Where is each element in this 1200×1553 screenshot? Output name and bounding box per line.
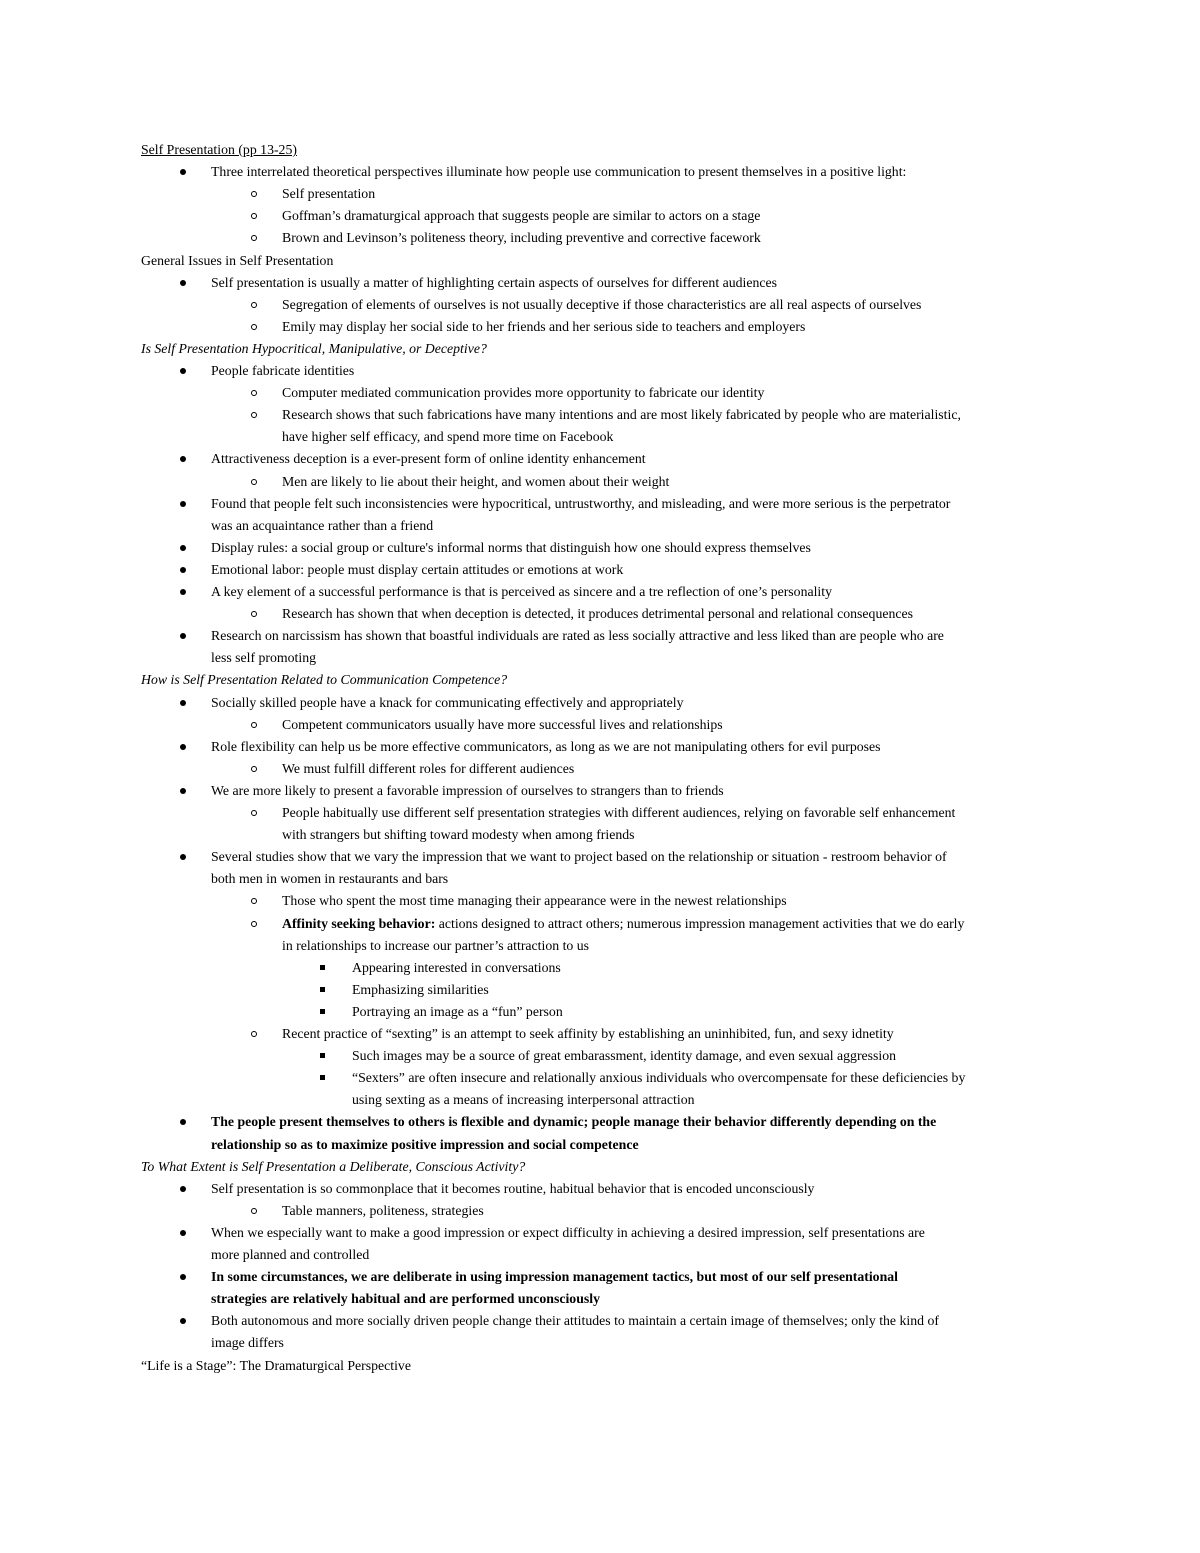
bullet-dot: [180, 700, 186, 706]
bullet-dot: [180, 788, 186, 794]
section-heading: General Issues in Self Presentation: [141, 252, 334, 268]
section-heading: “Life is a Stage”: The Dramaturgical Perspective: [141, 1357, 411, 1373]
outline-line: strategies are relatively habitual and are performed unconsciously: [211, 1291, 600, 1307]
bullet-circle: [251, 810, 257, 816]
bullet-dot: [180, 1230, 186, 1236]
outline-line: People habitually use different self presentation strategies with different audiences, relying on favorable self enhancement: [282, 805, 956, 820]
bullet-circle: [251, 1208, 257, 1214]
bullet-circle: [251, 766, 257, 772]
bullet-dot: [180, 456, 186, 462]
outline-line: Men are likely to lie about their height, and women about their weight: [282, 473, 670, 489]
outline-line: was an acquaintance rather than a friend: [211, 517, 434, 533]
outline-line: We are more likely to present a favorable impression of ourselves to strangers than to friends: [211, 782, 724, 798]
outline-line: both men in women in restaurants and bars: [211, 871, 449, 887]
bullet-square: [320, 1009, 325, 1014]
outline-line: Self presentation is so commonplace that it becomes routine, habitual behavior that is encoded unconsciously: [211, 1180, 815, 1196]
outline-line: Appearing interested in conversations: [352, 959, 561, 975]
outline-line: with strangers but shifting toward modesty when among friends: [282, 827, 635, 843]
bullet-circle: [251, 390, 257, 396]
outline-line: Competent communicators usually have more successful lives and relationships: [282, 716, 723, 732]
outline-line: Computer mediated communication provides more opportunity to fabricate our identity: [282, 385, 765, 401]
bullet-square: [320, 1053, 325, 1058]
outline-line: Several studies show that we vary the impression that we want to project based on the relationship or situation - restroom behavior of: [211, 849, 947, 865]
outline-line: in relationships to increase our partner’s attraction to us: [282, 937, 590, 953]
outline-line: In some circumstances, we are deliberate in using impression management tactics, but most of our self presentational: [211, 1269, 898, 1285]
section-heading: Is Self Presentation Hypocritical, Manipulative, or Deceptive?: [141, 340, 487, 356]
outline-line: Display rules: a social group or culture's informal norms that distinguish how one should express themselves: [211, 539, 811, 555]
bullet-circle: [251, 1031, 257, 1037]
bullet-circle: [251, 479, 257, 485]
outline-line: image differs: [211, 1335, 284, 1351]
outline-line: [282, 915, 964, 933]
outline-line: have higher self efficacy, and spend more time on Facebook: [282, 429, 614, 445]
bullet-circle: [251, 324, 257, 330]
outline-line: Research has shown that when deception is detected, it produces detrimental personal and relational consequences: [282, 606, 913, 622]
outline-line: Emphasizing similarities: [352, 981, 489, 997]
outline-line: Self presentation is usually a matter of highlighting certain aspects of ourselves for different audiences: [211, 274, 778, 290]
bullet-circle: [251, 213, 257, 219]
bullet-dot: [180, 633, 186, 639]
outline-line: Both autonomous and more socially driven people change their attitudes to maintain a certain image of themselves; only the kind of: [211, 1313, 939, 1329]
bullet-circle: [251, 191, 257, 197]
outline-line: Emily may display her social side to her friends and her serious side to teachers and employers: [282, 318, 806, 334]
bullet-dot: [180, 1119, 186, 1125]
bullet-dot: [180, 545, 186, 551]
outline-line: We must fulfill different roles for different audiences: [282, 760, 575, 776]
outline-line: Brown and Levinson’s politeness theory, including preventive and corrective facework: [282, 230, 761, 246]
outline-line: “Sexters” are often insecure and relationally anxious individuals who overcompensate for these deficiencies by: [352, 1070, 966, 1086]
outline-line: Attractiveness deception is a ever-present form of online identity enhancement: [211, 451, 646, 467]
outline-line: Socially skilled people have a knack for communicating effectively and appropriately: [211, 694, 684, 710]
bullet-dot: [180, 501, 186, 507]
section-heading: Self Presentation (pp 13-25): [141, 142, 297, 157]
outline-line: less self promoting: [211, 650, 316, 666]
bullet-circle: [251, 722, 257, 728]
outline-line: using sexting as a means of increasing interpersonal attraction: [352, 1092, 695, 1108]
bullet-dot: [180, 169, 186, 175]
outline-line: Those who spent the most time managing their appearance were in the newest relationships: [282, 893, 787, 909]
bullet-square: [320, 987, 325, 992]
bullet-dot: [180, 854, 186, 860]
outline-line: Portraying an image as a “fun” person: [352, 1003, 563, 1019]
outline-line: Research shows that such fabrications have many intentions and are most likely fabricated by people who are materialistic,: [282, 407, 961, 423]
bullet-circle: [251, 921, 257, 927]
outline-line: Three interrelated theoretical perspectives illuminate how people use communication to present themselves in a positive light:: [211, 164, 907, 180]
bullet-circle: [251, 302, 257, 308]
section-heading: How is Self Presentation Related to Communication Competence?: [141, 672, 508, 688]
outline-line: A key element of a successful performance is that is perceived as sincere and a tre reflection of one’s personality: [211, 584, 832, 599]
outline-line: more planned and controlled: [211, 1247, 370, 1262]
outline-line: Table manners, politeness, strategies: [282, 1202, 484, 1218]
outline-line: relationship so as to maximize positive impression and social competence: [211, 1136, 639, 1152]
bullet-dot: [180, 589, 186, 595]
outline-line: The people present themselves to others is flexible and dynamic; people manage their behavior differently depending on the: [211, 1114, 937, 1130]
outline-line: Research on narcissism has shown that boastful individuals are rated as less socially attractive and less liked than are people who are: [211, 628, 944, 644]
bullet-circle: [251, 412, 257, 418]
term-definition: actions designed to attract others; numerous impression management activities that we do early: [438, 915, 965, 931]
bullet-square: [320, 965, 325, 970]
bullet-dot: [180, 1274, 186, 1280]
outline-line: Recent practice of “sexting” is an attempt to seek affinity by establishing an uninhibited, fun, and sexy idnetity: [282, 1026, 894, 1041]
section-heading: To What Extent is Self Presentation a Deliberate, Conscious Activity?: [141, 1158, 526, 1174]
bullet-circle: [251, 235, 257, 241]
bullet-dot: [180, 368, 186, 374]
bullet-square: [320, 1075, 325, 1080]
bullet-dot: [180, 744, 186, 750]
outline-line: Emotional labor: people must display certain attitudes or emotions at work: [211, 561, 624, 577]
outline-line: Such images may be a source of great embarassment, identity damage, and even sexual aggression: [352, 1048, 897, 1064]
term-label: Affinity seeking behavior:: [282, 915, 436, 931]
bullet-dot: [180, 567, 186, 573]
outline-line: Found that people felt such inconsistencies were hypocritical, untrustworthy, and misleading, and were more serious is the perpetrator: [211, 495, 951, 511]
bullet-dot: [180, 1318, 186, 1324]
outline-line: Goffman’s dramaturgical approach that suggests people are similar to actors on a stage: [282, 208, 761, 224]
bullet-dot: [180, 280, 186, 286]
outline-line: When we especially want to make a good impression or expect difficulty in achieving a desired impression, self presentations are: [211, 1224, 925, 1240]
bullet-circle: [251, 898, 257, 904]
bullet-circle: [251, 611, 257, 617]
outline-line: Role flexibility can help us be more effective communicators, as long as we are not manipulating others for evil purposes: [211, 738, 881, 754]
outline-line: People fabricate identities: [211, 363, 355, 378]
outline-line: Segregation of elements of ourselves is not usually deceptive if those characteristics are all real aspects of ourselves: [282, 296, 922, 312]
bullet-dot: [180, 1186, 186, 1192]
outline-line: Self presentation: [282, 186, 376, 202]
